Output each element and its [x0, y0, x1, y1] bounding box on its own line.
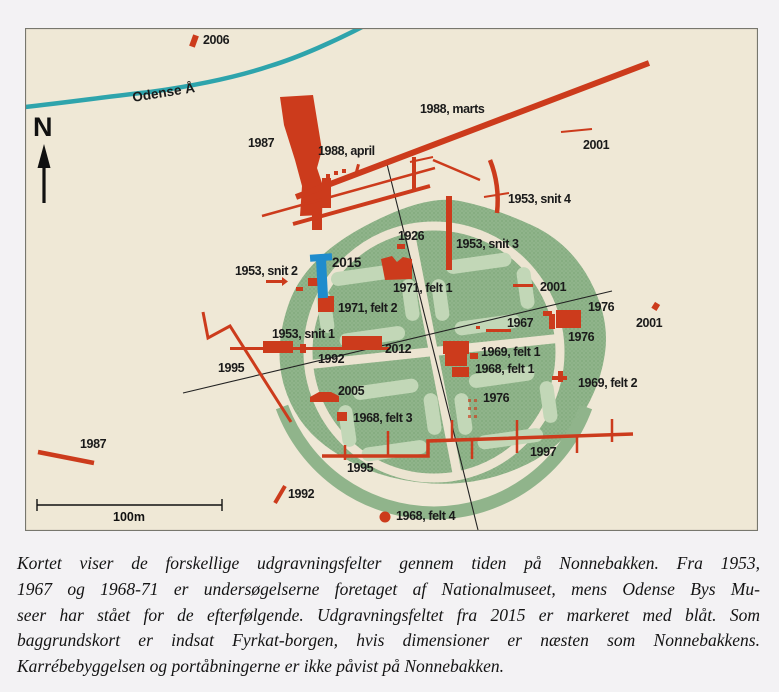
map-label-1997: 1997: [530, 445, 557, 459]
caption-line: baggrundskort er indsat Fyrkat-borgen, hvis dimensioner er næsten som Nonnebakkens.: [17, 630, 760, 651]
map-label-1953-snit2: 1953, snit 2: [235, 264, 298, 278]
map-label-1987-top: 1987: [248, 136, 275, 150]
caption-line: Kortet viser de forskellige udgravningsfelter gennem tiden på Nonnebakken. Fra 1953,: [17, 553, 760, 573]
map-label-1926: 1926: [398, 229, 425, 243]
map-label-1968-felt1: 1968, felt 1: [475, 362, 535, 376]
map-label-1968-felt3: 1968, felt 3: [353, 411, 413, 425]
map-label-1995-bottom: 1995: [347, 461, 374, 475]
map-label-1992-mid: 1992: [318, 352, 345, 366]
map-label-1976-s: 1976: [483, 391, 510, 405]
map-label-2015: 2015: [332, 255, 362, 270]
map-label-1971-felt2: 1971, felt 2: [338, 301, 398, 315]
caption-line: Karrébebyggelsen og portåbningerne er ikke påvist på Nonnebakken.: [17, 656, 504, 677]
map-label-1976-e: 1976: [568, 330, 595, 344]
map-label-1969-felt1: 1969, felt 1: [481, 345, 541, 359]
map-label-1988-april: 1988, april: [318, 144, 375, 158]
map-label-1971-felt1: 1971, felt 1: [393, 281, 453, 295]
map-label-2001-top: 2001: [583, 138, 610, 152]
map-label-1953-snit3: 1953, snit 3: [456, 237, 519, 251]
river-label: Odense Å: [131, 80, 196, 105]
map-label-1987-bottom: 1987: [80, 437, 107, 451]
map-label-2001-mid: 2001: [540, 280, 567, 294]
scale-bar-label: 100m: [113, 510, 145, 524]
map-label-1953-snit1: 1953, snit 1: [272, 327, 335, 341]
caption-line: seer har stået for de efterfølgende. Udgravningsfeltet fra 2015 er markeret med blåt. Som: [17, 604, 760, 625]
map-label-2005: 2005: [338, 384, 365, 398]
caption-line: 1967 og 1968-71 er undersøgelserne foretaget af Nationalmuseet, mens Odense Bys Mu-: [17, 578, 760, 599]
map-label-2012: 2012: [385, 342, 412, 356]
map-label-1995-left: 1995: [218, 361, 245, 375]
map-label-1969-felt2: 1969, felt 2: [578, 376, 638, 390]
figure-map: [25, 28, 758, 531]
map-label-1976-ne: 1976: [588, 300, 615, 314]
map-label-1967: 1967: [507, 316, 534, 330]
north-label: N: [33, 112, 53, 142]
map-label-2006: 2006: [203, 33, 230, 47]
map-label-1992-bottom: 1992: [288, 487, 315, 501]
figure-caption: [0, 530, 779, 680]
map-label-1988-marts: 1988, marts: [420, 102, 485, 116]
map-label-1953-snit4: 1953, snit 4: [508, 192, 571, 206]
map-label-2001-right: 2001: [636, 316, 663, 330]
map-label-1968-felt4: 1968, felt 4: [396, 509, 456, 523]
